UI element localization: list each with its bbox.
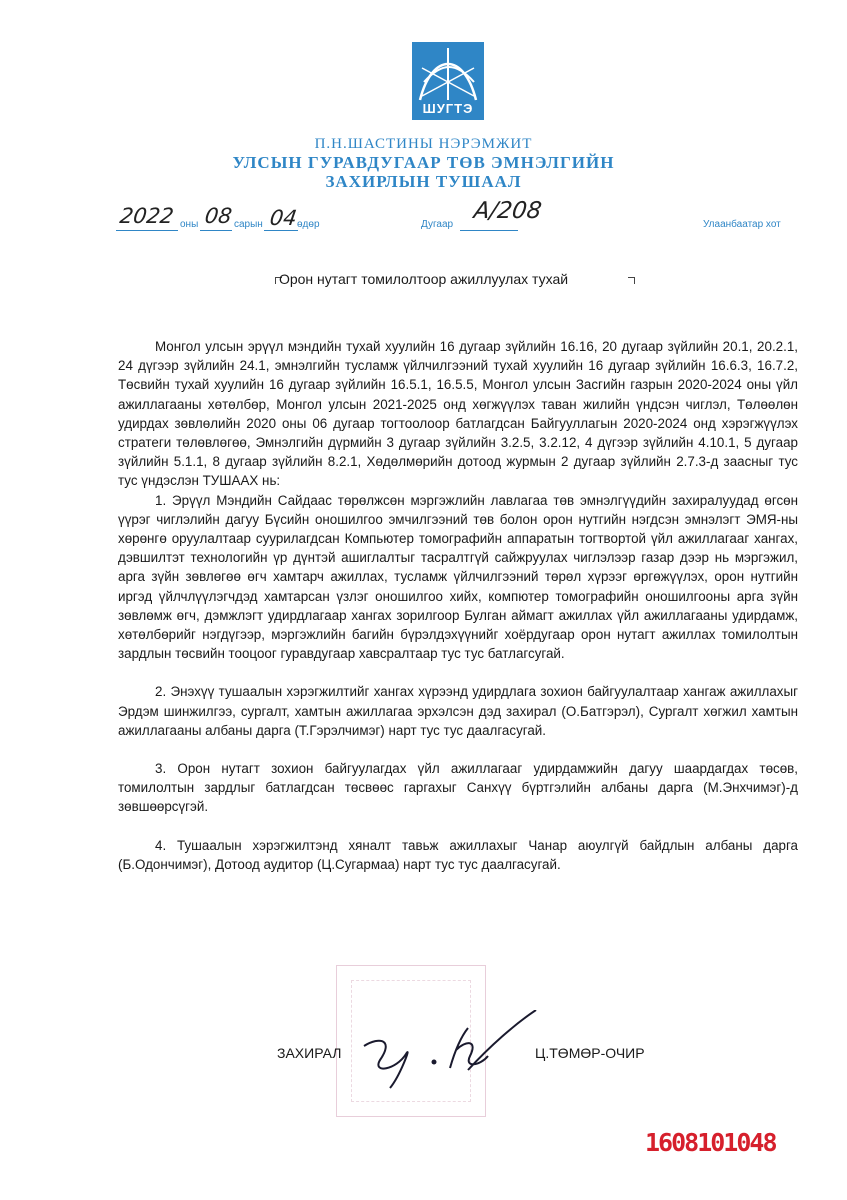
- logo-text: ШУГТЭ: [422, 101, 474, 116]
- header-line-2: УЛСЫН ГУРАВДУГААР ТӨВ ЭМНЭЛГИЙН: [232, 153, 615, 172]
- hospital-logo: [412, 42, 484, 120]
- header-line-1: П.Н.ШАСТИНЫ НЭРЭМЖИТ: [314, 136, 533, 152]
- year-underline: [116, 230, 178, 231]
- month-label: сарын: [234, 219, 263, 230]
- number-underline: [460, 230, 518, 231]
- month-underline: [200, 230, 232, 231]
- signatory-name: Ц.ТӨМӨР-ОЧИР: [535, 1045, 645, 1061]
- handwritten-month: 08: [203, 204, 234, 228]
- handwritten-order-number: A/208: [472, 198, 544, 224]
- handwritten-signature: [350, 1010, 540, 1090]
- preamble-paragraph: Монгол улсын эрүүл мэндийн тухай хуулийн 16 дугаар зүйлийн 16.16, 20 дугаар зүйлийн 20.1, 20.2.1, 24 дүгээр зүйлийн 24.1, эмнэлгийн тусламж үйлчилгээний тухай хуулийн 16 дугаар зүйлийн 16.6.3, 16.7.2, Төсвийн тухай хуулийн 16 дугаар зүйлийн 16.5.1, 16.5.5, Монгол улсын Засгийн газрын 2020-2024 оны үйл ажиллагааны хөтөлбөр, Монгол улсын 2021-2025 онд хөгжүүлэх таван жилийн үндсэн чиглэл, Төлөөлөн удирдах зөвлөлийн 2020 оны 06 дугаар тогтоолоор батлагдсан Байгууллагын 2020-2024 онд хэрэгжүүлэх стратеги төлөвлөгөө, Эмнэлгийн дүрмийн 3 дугаар зүйлийн 3.2.5, 3.2.12, 4 дүгээр зүйлийн 4.10.1, 5 дугаар зүйлийн 5.1.1, 8 дугаар зүйлийн 8.2.1, Хөдөлмөрийн дотоод журмын 2 дугаар зүйлийн 2.7.3-д заасныг тус тус үндэслэн ТУШААХ нь:: [118, 339, 798, 489]
- order-item-2: 2. Энэхүү тушаалын хэрэгжилтийг хангах хүрээнд удирдлага зохион байгуулалтаар хангаж ажиллахыг Эрдэм шинжилгээ, сургалт, хамтын ажиллагаа эрхэлсэн дэд захирал (О.Батгэрэл), Сургалт хөгжил хамтын ажиллагааны албаны дарга (Т.Гэрэлчимэг) нарт тус тус даалгасугай.: [118, 684, 798, 738]
- year-label: оны: [180, 219, 199, 230]
- order-item-4: 4. Тушаалын хэрэгжилтэнд хяналт тавьж ажиллахыг Чанар аюулгүй байдлын албаны дарга (Б.Одончимэг), Дотоод аудитор (Ц.Сугармаа) нарт тус тус даалгасугай.: [118, 837, 798, 872]
- subject-corner-right: [628, 277, 635, 284]
- registration-number: 1608101048: [645, 1128, 776, 1157]
- handwritten-day: 04: [268, 206, 299, 230]
- header-line-3: ЗАХИРЛЫН ТУШААЛ: [325, 172, 522, 191]
- order-subject: Орон нутагт томилолтоор ажиллуулах тухай: [278, 271, 569, 287]
- signatory-title: ЗАХИРАЛ: [277, 1045, 342, 1061]
- order-item-1: 1. Эрүүл Мэндийн Сайдаас төрөлжсөн мэргэжлийн лавлагаа төв эмнэлгүүдийн захиралуудад өгсөн үүрэг чиглэлийн дагуу Бүсийн оношилгоо эмчилгээний төв болон орон нутгийн нэгдсэн эмнэлэгт ЭМЯ-ны хөрөнгө оруулалтаар суурилагдсан Компьютер томографийн аппаратын тогтвортой үйл ажиллагааг хангах, дэвшилтэт технологийн үр дүнтэй ашиглалтыг тасралтгүй сайжруулах чиглэлээр газар дээр нь мэргэжил, арга зүйн зөвлөгөө өгч хамтарч ажиллах, тусламж үйлчилгээний төрөл хүрээг өргөжүүлэх, орон нутгийн иргэд үйлчлүүлэгчдэд хамтарсан үзлэг оношилгоо хийх, компютер томографийн оношилгооны арга зүйн зөвлөмж өгч, дэмжлэгт удирдлагаар хангах зорилгоор Булган аймагт ажиллах үйл ажиллагааны удирдамж, хөтөлбөрийг нэгдүгээр, мэргэжлийн багийн бүрэлдэхүүнийг хоёрдугаар орон нутагт ажиллах томилолтын зардлын төсвийн тооцоог гуравдугаар хавсралтаар тус тус батлагсугай.: [118, 492, 798, 662]
- handwritten-year: 2022: [118, 204, 176, 228]
- day-underline: [264, 230, 298, 231]
- order-item-3: 3. Орон нутагт зохион байгуулагдах үйл ажиллагааг удирдамжийн дагуу шаардагдах төсөв, томилолтын зардлыг батлагдсан төсвөөс гаргахыг Санхүү бүртгэлийн албаны дарга (М.Энхчимэг)-д зөвшөөрсүгэй.: [118, 761, 798, 815]
- city-label: Улаанбаатар хот: [703, 219, 781, 230]
- day-label: өдөр: [297, 219, 320, 230]
- number-label: Дугаар: [421, 219, 454, 230]
- order-body: [118, 337, 798, 874]
